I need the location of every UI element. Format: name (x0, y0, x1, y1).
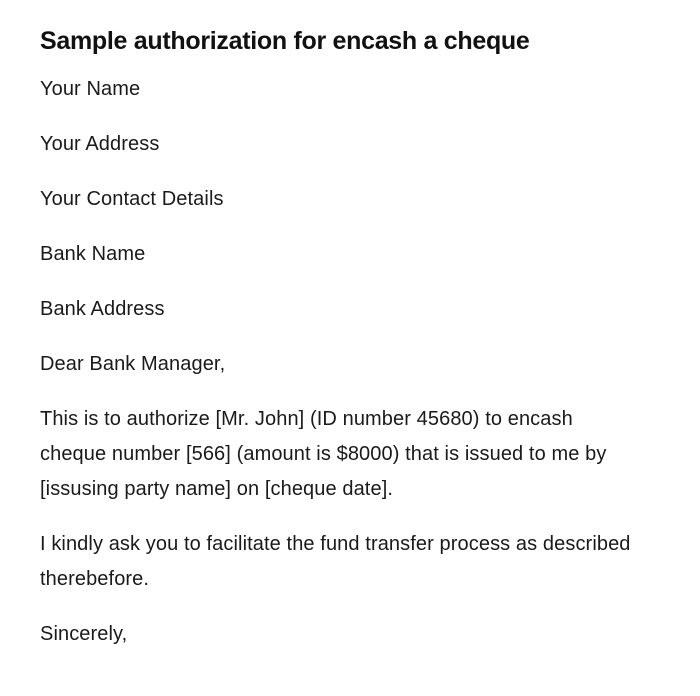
bank-address: Bank Address (40, 298, 165, 320)
sender-address: Your Address (40, 133, 160, 155)
sender-name: Your Name (40, 78, 141, 100)
sender-contact-details: Your Contact Details (40, 188, 224, 210)
page-title: Sample authorization for encash a cheque (40, 27, 530, 55)
closing: Sincerely, (40, 623, 128, 645)
body-paragraph-authorization: This is to authorize [Mr. John] (ID number 45680) to encash cheque number [566] (amount is $8000) that is issued to me by [issusing party name] on [cheque date]. (40, 408, 607, 500)
bank-name: Bank Name (40, 243, 146, 265)
salutation: Dear Bank Manager, (40, 353, 226, 375)
body-paragraph-request: I kindly ask you to facilitate the fund transfer process as described therebefore. (40, 533, 631, 590)
